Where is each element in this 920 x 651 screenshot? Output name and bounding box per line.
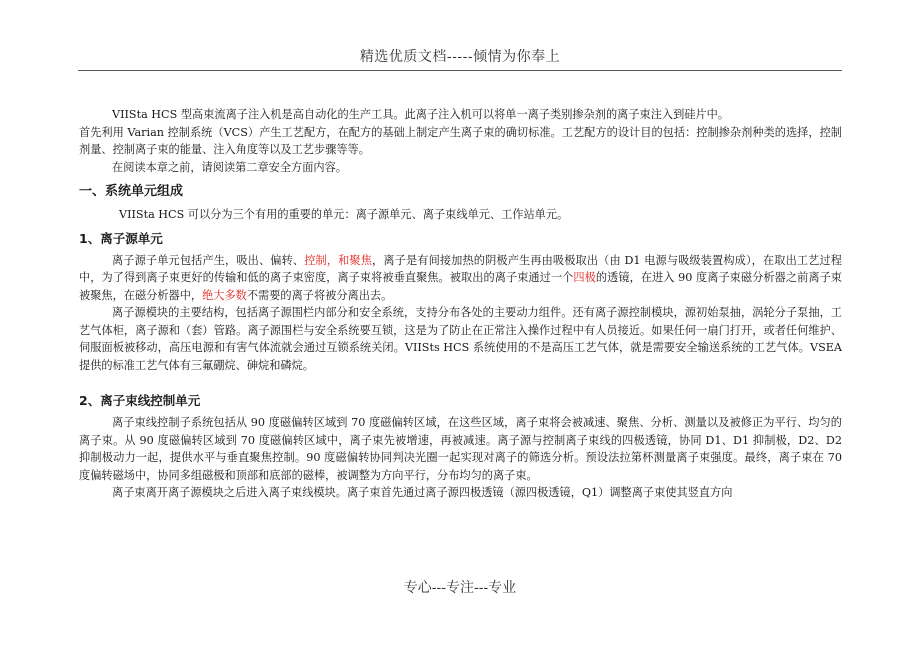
text-run: ，离子是有间接加热的阴极产生再由吸极取出（由 D1 电源与吸级装置构成），在取出工艺过程中，为了得到离子束更好的传输和低的离子束密度，离子束将被垂直聚焦。被取出的离子束通过一个: [79, 253, 842, 284]
subsection-heading-beamline: 2、离子束线控制单元: [79, 393, 201, 408]
section-heading-system-units: 一、系统单元组成: [79, 184, 184, 199]
text-run: 不需要的离子将被分离出去。: [246, 288, 393, 302]
ion-source-paragraph-1: [79, 252, 842, 305]
subsection-heading-ion-source: 1、离子源单元: [79, 230, 163, 246]
page-header: 精选优质文档-----倾情为你奉上: [359, 49, 561, 65]
header-divider: [78, 70, 842, 71]
intro-paragraph-2: 首先利用 Varian 控制系统（VCS）产生工艺配方，在配方的基础上制定产生离子束的确切标准。工艺配方的设计目的包括：控制掺杂剂种类的选择，控制剂量、控制离子束的能量、注入角度等以及工艺步骤等等。: [79, 125, 842, 156]
beamline-paragraph-1: 离子束线控制子系统包括从 90 度磁偏转区域到 70 度磁偏转区域，在这些区域，离子束将会被减速、聚焦、分析、测量以及被修正为平行、均匀的离子束。从 90 度磁偏转区域到 70 度磁偏转区域中，离子束先被增速，再被减速。离子源与控制离子束线的四极透镜，协同 D1、D1 抑制极，D2、D2 抑制极动力一起，提供水平与垂直聚焦控制。90 度磁偏转协同判决光圈一起实现对离子的筛选分析。预设法拉第杯测量离子束强度。最终，离子束在 70 度偏转磁场中，协同多组磁极和顶部和底部的磁棒，被调整为方向平行，分布均匀的离子束。: [79, 416, 842, 482]
document-body: [79, 106, 842, 502]
beamline-paragraph-2: 离子束离开离子源模块之后进入离子束线模块。离子束首先通过离子源四极透镜（源四极透镜，Q1）调整离子束使其竖直方向: [112, 486, 733, 499]
ion-source-paragraph-2: 离子源模块的主要结构，包括离子源围栏内部分和安全系统，支持分布各处的主要动力组件。还有离子源控制模块，源初始泵抽，涡轮分子泵抽，工艺气体柜，离子源和（套）管路。离子源围栏与安全系统要互锁，这是为了防止在正常注入操作过程中有人员接近。如果任何一扇门打开，或者任何维护、伺服面板被移动，高压电源和有害气体流就会通过互锁系统关闭。VIISts HCS 系统使用的不是高压工艺气体，就是需要安全输送系统的工艺气体。VSEA 提供的标准工艺气体有三氟硼烷、砷烷和磷烷。: [79, 306, 842, 372]
highlight-majority: 绝大多数: [202, 288, 247, 302]
text-run: 的透镜，在进入 90 度离子束磁分析器之前离子束被聚焦，在磁分析器中，: [79, 271, 842, 302]
highlight-quadrupole: 四极: [573, 271, 596, 284]
highlight-control-focus: 控制，和聚焦: [304, 253, 373, 267]
section1-paragraph: VIISta HCS 可以分为三个有用的重要的单元：离子源单元、离子束线单元、工作站单元。: [119, 208, 569, 221]
text-run: 离子源子单元包括产生，吸出、偏转、: [112, 253, 305, 267]
page-footer: 专心---专注---专业: [403, 580, 517, 596]
intro-paragraph-3: 在阅读本章之前，请阅读第二章安全方面内容。: [112, 160, 347, 174]
intro-paragraph-1: VIISta HCS 型高束流离子注入机是高自动化的生产工具。此离子注入机可以将单一离子类别掺杂剂的离子束注入到硅片中。: [112, 108, 730, 121]
